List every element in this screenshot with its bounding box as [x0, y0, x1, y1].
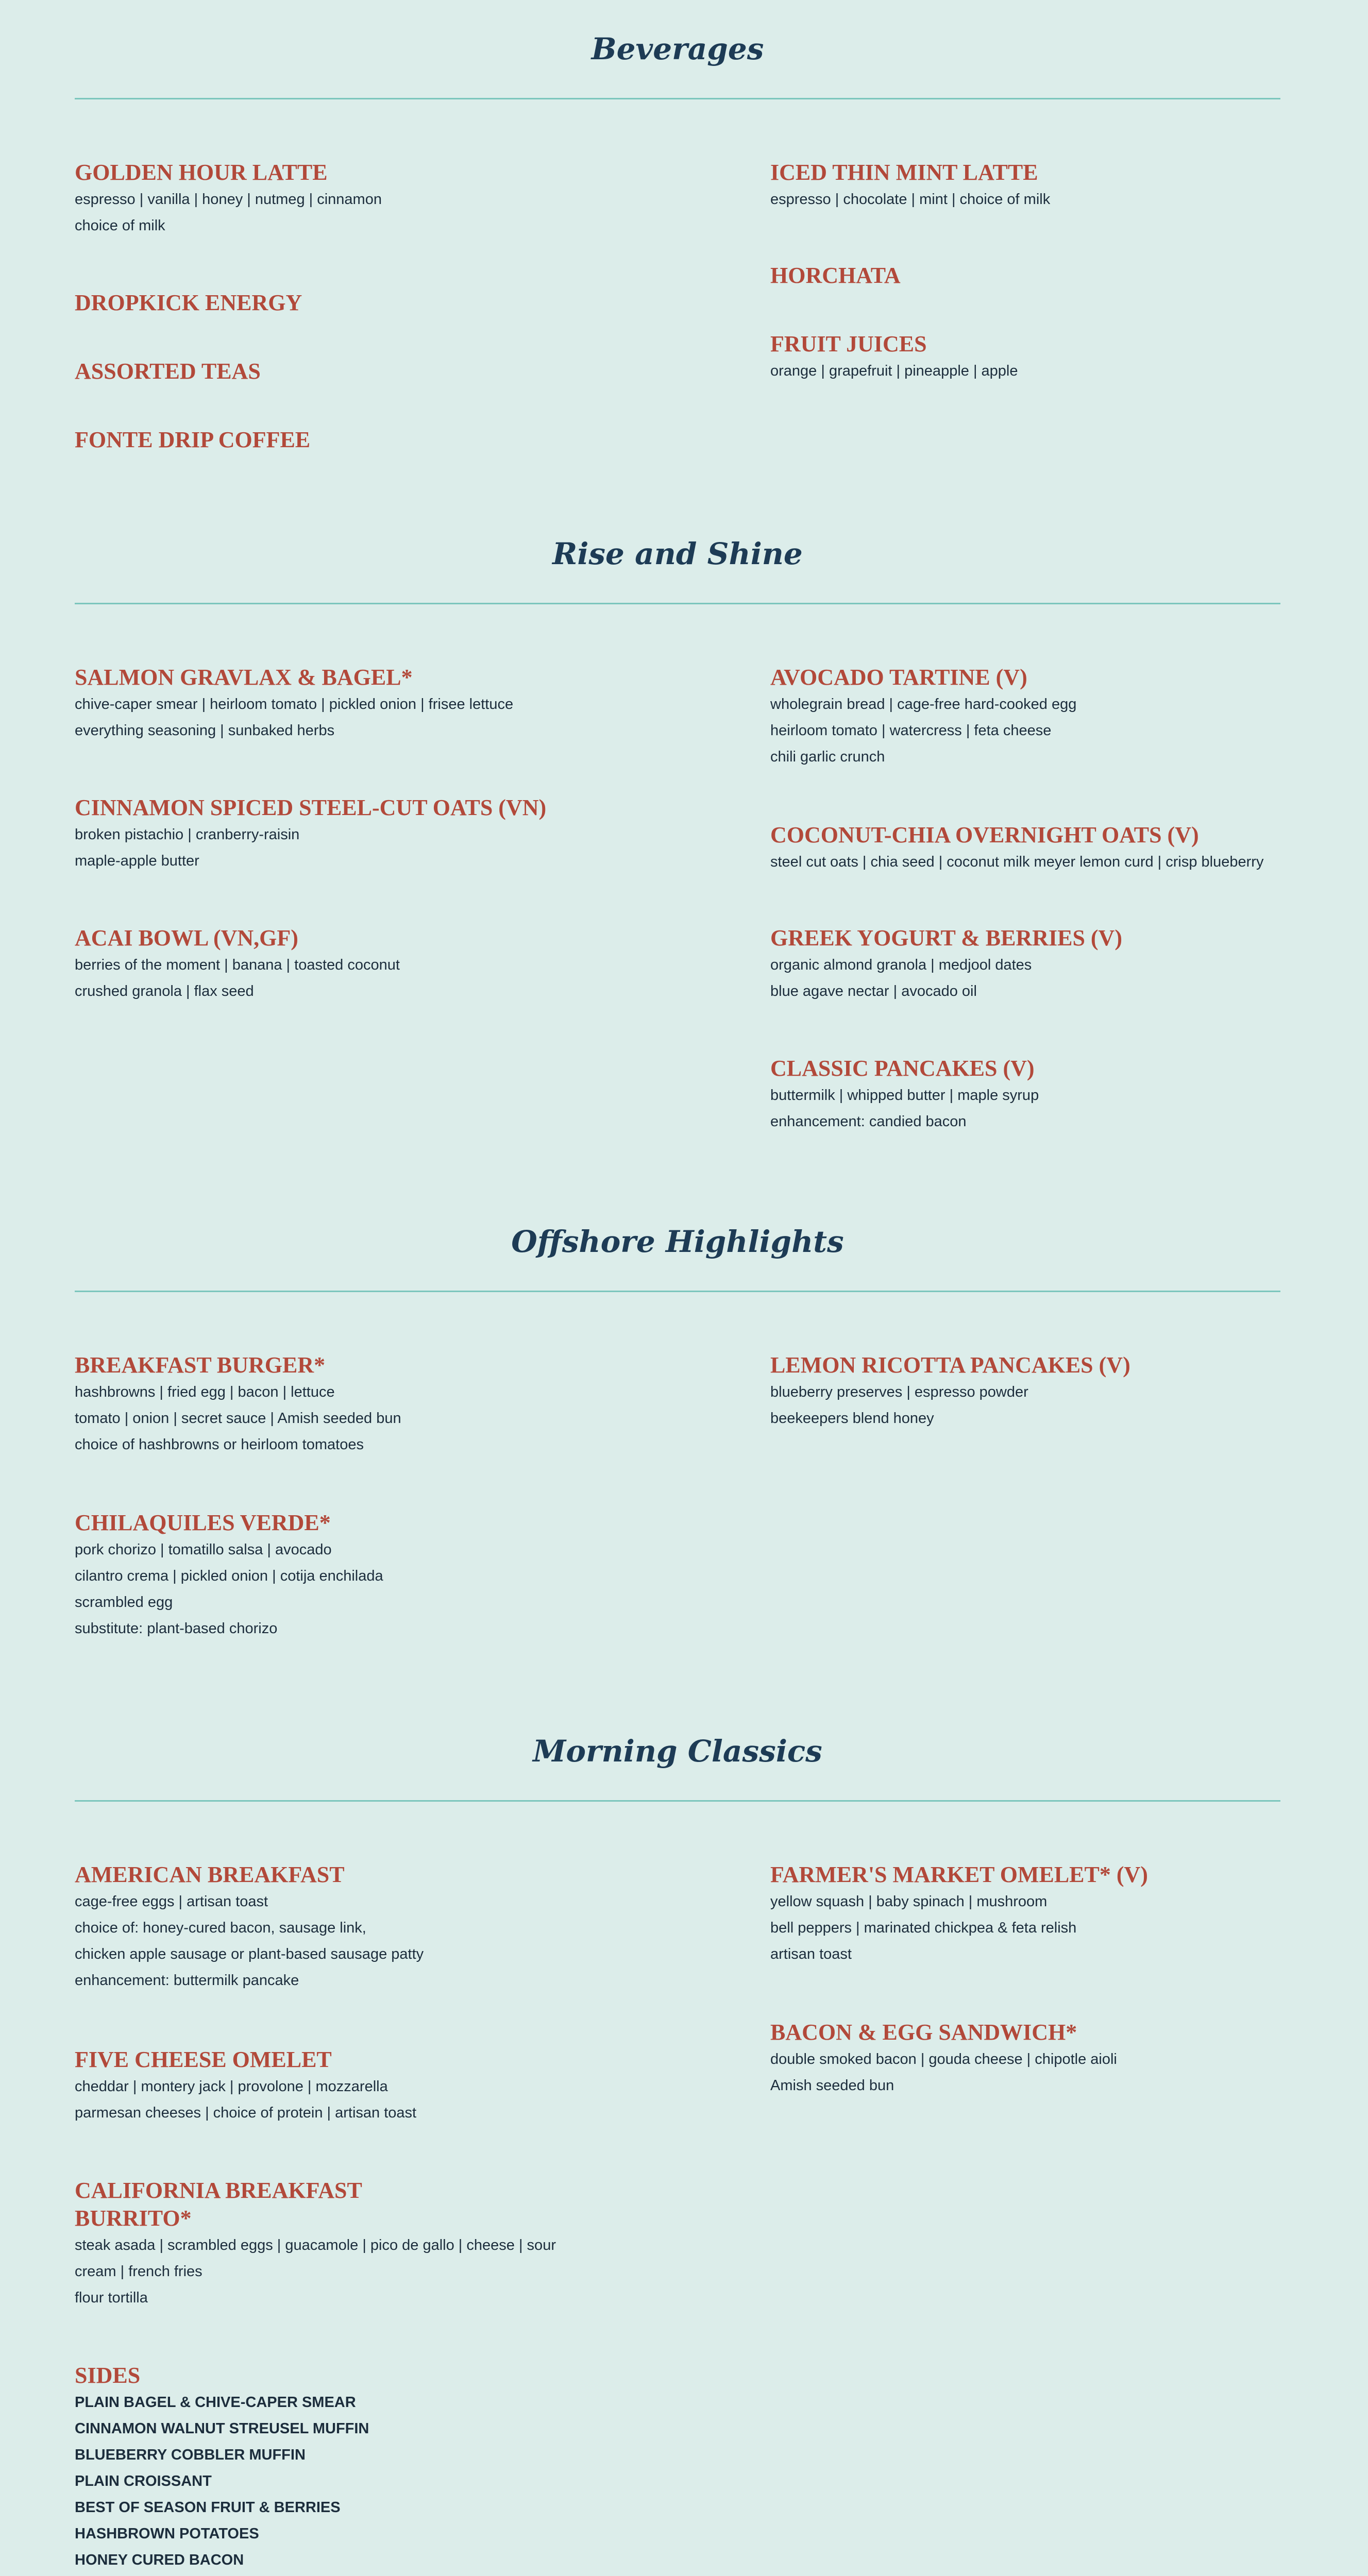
section-divider [75, 1291, 1280, 1292]
section-title: Beverages [591, 31, 764, 66]
menu-item [770, 1351, 1286, 1432]
sides-list [75, 2362, 590, 2576]
menu-item [75, 664, 590, 744]
item-description: steel cut oats | chia seed | coconut milk meyer lemon curd | crisp blueberry [770, 854, 1264, 870]
menu-item [75, 794, 590, 874]
item-name: LEMON RICOTTA PANCAKES (V) [770, 1352, 1130, 1378]
section-offshore-highlights [75, 1221, 1280, 1674]
item-description: espresso | vanilla | honey | nutmeg | cinnamon choice of milk [75, 191, 382, 234]
side-item: BLUEBERRY COBBLER MUFFIN [75, 2447, 306, 2463]
item-description [75, 2389, 590, 2576]
menu-item [75, 2046, 590, 2126]
menu-item [770, 924, 1286, 1005]
menu-item [770, 2019, 1286, 2099]
menu-item [770, 262, 1286, 290]
section-title: Morning Classics [533, 1734, 822, 1769]
menu-item [770, 159, 1286, 213]
item-description: broken pistachio | cranberry-raisin maple-apple butter [75, 826, 300, 869]
section-divider [75, 98, 1280, 99]
menu-item [75, 358, 590, 385]
menu-item [770, 821, 1286, 875]
side-item: HASHBROWN POTATOES [75, 2526, 259, 2542]
item-name: ACAI BOWL (VN,GF) [75, 925, 298, 951]
item-name: AMERICAN BREAKFAST [75, 1862, 345, 1887]
item-name: CALIFORNIA BREAKFAST BURRITO* [75, 2178, 362, 2231]
menu-item [770, 1861, 1286, 1968]
menu-item [75, 1351, 590, 1458]
menu-item [75, 1861, 590, 1994]
item-description: pork chorizo | tomatillo salsa | avocado cilantro crema | pickled onion | cotija enchilada scrambled egg substitute: plant-based chorizo [75, 1541, 383, 1637]
section-morning-classics [75, 1731, 1280, 2576]
section-title: Offshore Highlights [511, 1224, 844, 1259]
item-description: steak asada | scrambled eggs | guacamole | pico de gallo | cheese | sour cream | french fries flour tortilla [75, 2237, 556, 2306]
side-item: HONEY CURED BACON [75, 2552, 244, 2568]
item-name: CHILAQUILES VERDE* [75, 1510, 331, 1535]
item-description: wholegrain bread | cage-free hard-cooked egg heirloom tomato | watercress | feta cheese chili garlic crunch [770, 696, 1077, 765]
item-description: blueberry preserves | espresso powder beekeepers blend honey [770, 1384, 1028, 1427]
section-beverages [75, 28, 1280, 466]
item-name: FARMER'S MARKET OMELET* (V) [770, 1862, 1148, 1887]
menu-item [75, 1509, 590, 1642]
item-name: FIVE CHEESE OMELET [75, 2047, 332, 2072]
item-description: yellow squash | baby spinach | mushroom bell peppers | marinated chickpea & feta relish artisan toast [770, 1893, 1077, 1962]
item-name: SIDES [75, 2363, 141, 2388]
item-name: GOLDEN HOUR LATTE [75, 160, 328, 185]
menu-item [75, 2177, 590, 2311]
section-title: Rise and Shine [552, 536, 803, 571]
menu-item [770, 330, 1286, 384]
section-divider [75, 1800, 1280, 1802]
item-name: ASSORTED TEAS [75, 359, 261, 384]
item-name: BREAKFAST BURGER* [75, 1352, 326, 1378]
item-name: BACON & EGG SANDWICH* [770, 2020, 1077, 2045]
item-name: FONTE DRIP COFFEE [75, 427, 311, 452]
menu-item [770, 1055, 1286, 1135]
section-rise-and-shine [75, 533, 1280, 1162]
item-name: FRUIT JUICES [770, 331, 927, 357]
menu-item [75, 426, 590, 454]
item-name: SALMON GRAVLAX & BAGEL* [75, 665, 413, 690]
item-description: hashbrowns | fried egg | bacon | lettuce tomato | onion | secret sauce | Amish seeded bun choice of hashbrowns or heirloom tomatoes [75, 1384, 401, 1453]
item-name: AVOCADO TARTINE (V) [770, 665, 1027, 690]
side-item [75, 2573, 590, 2576]
side-item: CINNAMON WALNUT STREUSEL MUFFIN [75, 2420, 369, 2437]
item-description: orange | grapefruit | pineapple | apple [770, 363, 1018, 379]
menu-item [75, 924, 590, 1005]
menu-item [770, 664, 1286, 770]
menu-item [75, 159, 590, 239]
item-description: berries of the moment | banana | toasted coconut crushed granola | flax seed [75, 957, 400, 999]
section-divider [75, 603, 1280, 604]
item-description: chive-caper smear | heirloom tomato | pickled onion | frisee lettuce everything seasoning | sunbaked herbs [75, 696, 514, 739]
side-item: PLAIN BAGEL & CHIVE-CAPER SMEAR [75, 2394, 356, 2411]
side-item: PLAIN CROISSANT [75, 2473, 212, 2489]
item-name: CINNAMON SPICED STEEL-CUT OATS (VN) [75, 795, 547, 820]
item-name: ICED THIN MINT LATTE [770, 160, 1038, 185]
item-name: DROPKICK ENERGY [75, 290, 302, 315]
item-description: buttermilk | whipped butter | maple syrup enhancement: candied bacon [770, 1087, 1039, 1130]
item-name: CLASSIC PANCAKES (V) [770, 1056, 1035, 1081]
side-item: BEST OF SEASON FRUIT & BERRIES [75, 2499, 341, 2516]
item-name: COCONUT-CHIA OVERNIGHT OATS (V) [770, 822, 1199, 848]
item-name: HORCHATA [770, 263, 901, 288]
item-description: espresso | chocolate | mint | choice of milk [770, 191, 1051, 208]
item-description: cheddar | montery jack | provolone | mozzarella parmesan cheeses | choice of protein | artisan toast [75, 2078, 417, 2121]
item-description: organic almond granola | medjool dates blue agave nectar | avocado oil [770, 957, 1032, 999]
menu-item [75, 289, 590, 317]
item-description: cage-free eggs | artisan toast choice of: honey-cured bacon, sausage link, chicken apple sausage or plant-based sausage patty enhancement: buttermilk pancake [75, 1893, 424, 1989]
item-name: GREEK YOGURT & BERRIES (V) [770, 925, 1122, 951]
item-description: double smoked bacon | gouda cheese | chipotle aioli Amish seeded bun [770, 2051, 1117, 2094]
